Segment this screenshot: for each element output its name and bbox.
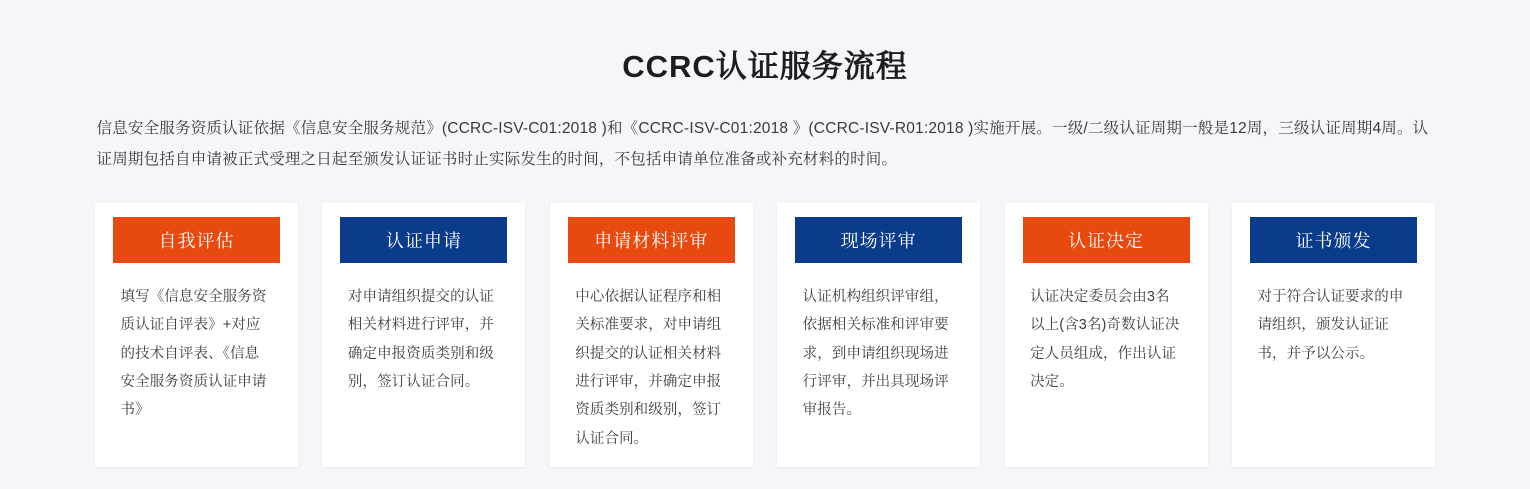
step-title-banner: 自我评估 [113, 217, 280, 263]
process-step-card [777, 203, 980, 467]
step-description: 对申请组织提交的认证相关材料进行评审，并确定申报资质类别和级别，签订认证合同。 [347, 289, 494, 390]
process-step-card [1232, 203, 1435, 467]
step-title-banner: 申请材料评审 [568, 217, 735, 263]
process-step-card [1005, 203, 1208, 467]
process-step-card [322, 203, 525, 467]
step-description: 中心依据认证程序和相关标准要求，对申请组织提交的认证相关材料进行评审，并确定申报资质类别和级别，签订认证合同。 [575, 289, 722, 447]
step-title-banner: 认证决定 [1023, 217, 1190, 263]
step-title-banner: 认证申请 [340, 217, 507, 263]
step-title-banner: 证书颁发 [1250, 217, 1417, 263]
process-step-card [550, 203, 753, 467]
intro-paragraph: 信息安全服务资质认证依据《信息安全服务规范》(CCRC-ISV-C01:2018 )和《CCRC-ISV-C01:2018 》(CCRC-ISV-R01:2018 )实施开展。一级/二级认证周期一般是12周，三级认证周期4周。认证周期包括自申请被正式受理之日起至颁发认证证书时止实际发生的时间，不包括申请单位准备或补充材料的时间。 [96, 120, 1429, 169]
step-title-banner: 现场评审 [795, 217, 962, 263]
step-description: 填写《信息安全服务资质认证自评表》+对应的技术自评表、《信息安全服务资质认证申请书》 [120, 289, 267, 419]
step-description: 认证机构组织评审组，依据相关标准和评审要求，到申请组织现场进行评审，并出具现场评审报告。 [802, 289, 949, 419]
process-step-card [95, 203, 298, 467]
step-description: 认证决定委员会由3名以上(含3名)奇数认证决定人员组成，作出认证决定。 [1030, 289, 1180, 390]
process-steps-list [95, 203, 1435, 467]
step-description: 对于符合认证要求的申请组织，颁发认证证书，并予以公示。 [1257, 289, 1404, 362]
page-title: CCRC认证服务流程 [622, 49, 908, 84]
